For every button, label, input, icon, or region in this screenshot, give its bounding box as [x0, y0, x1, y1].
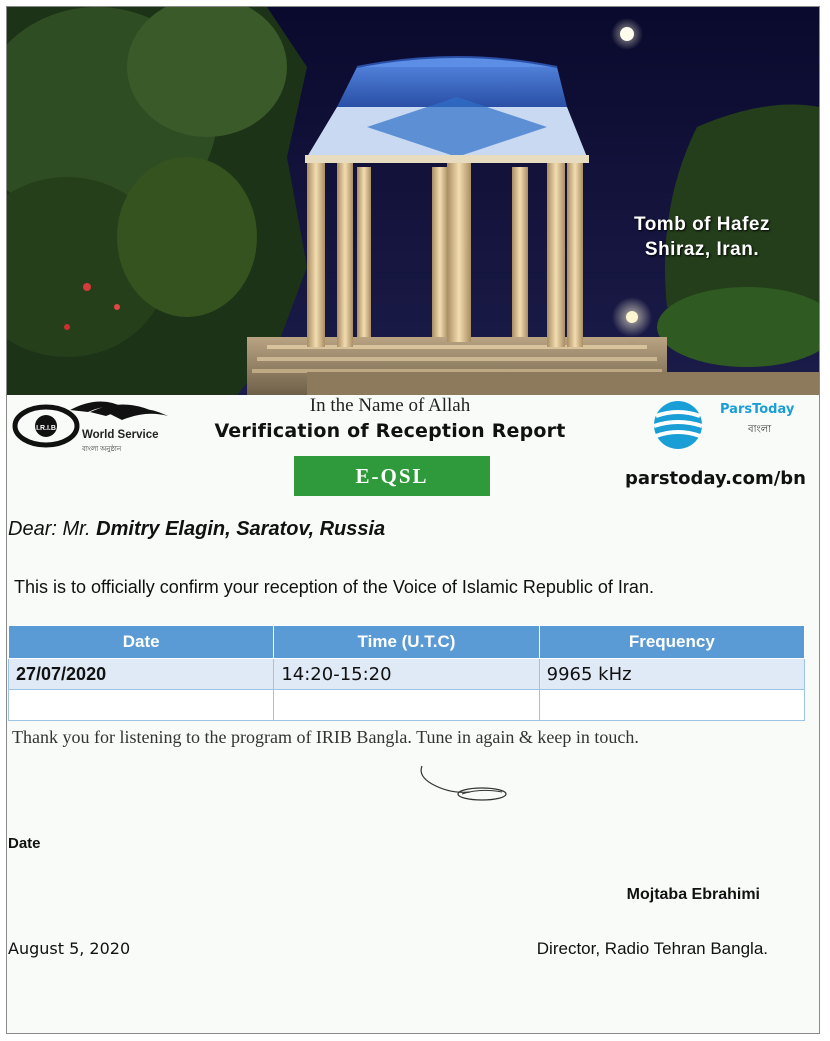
- website-link[interactable]: parstoday.com/bn: [624, 468, 806, 489]
- table-row: [9, 690, 805, 721]
- cell-time: [274, 690, 539, 721]
- world-service-label: World Service: [82, 429, 159, 441]
- confirmation-text: This is to officially confirm your reception of the Voice of Islamic Republic of Iran.: [14, 577, 654, 597]
- world-service-sub: বাংলা অনুষ্ঠান: [82, 446, 122, 453]
- parstoday-label: ParsToday: [720, 402, 795, 417]
- date-label: Date: [8, 835, 41, 852]
- photo-caption-line1: Tomb of Hafez: [634, 214, 770, 235]
- photo-caption-line2: Shiraz, Iran.: [644, 239, 760, 260]
- date-value: August 5, 2020: [8, 939, 131, 958]
- header-date: Date: [9, 626, 274, 659]
- eqsl-badge: E-QSL: [294, 456, 490, 496]
- table-row: [9, 659, 805, 690]
- cell-time: 14:20-15:20: [274, 659, 539, 690]
- parstoday-logo: [648, 396, 808, 452]
- in-the-name-heading: In the Name of Allah: [309, 395, 471, 416]
- salutation: [8, 518, 385, 541]
- signature-mark: [410, 756, 510, 806]
- signer-title: Director, Radio Tehran Bangla.: [536, 939, 768, 958]
- irib-mark-text: I.R.I.B: [36, 425, 56, 432]
- signer-name: Mojtaba Ebrahimi: [626, 886, 760, 903]
- cell-date: 27/07/2020: [9, 659, 274, 690]
- reception-table: [8, 625, 805, 721]
- thanks-text: Thank you for listening to the program of IRIB Bangla. Tune in again & keep in touch.: [12, 727, 639, 747]
- header-time: Time (U.T.C): [274, 626, 539, 659]
- irib-world-service-logo: [10, 396, 170, 454]
- salutation-prefix: Dear: Mr.: [8, 518, 91, 540]
- table-header-row: [9, 626, 805, 659]
- cell-frequency: [539, 690, 804, 721]
- globe-icon: [648, 396, 708, 452]
- cell-date: [9, 690, 274, 721]
- recipient-name: Dmitry Elagin, Saratov, Russia: [96, 518, 386, 540]
- tomb-of-hafez-photo: [7, 7, 819, 395]
- report-title: Verification of Reception Report: [214, 420, 566, 442]
- header-frequency: Frequency: [539, 626, 804, 659]
- parstoday-sub: বাংলা: [748, 424, 772, 435]
- cell-frequency: 9965 kHz: [539, 659, 804, 690]
- photo-caption: [607, 212, 797, 262]
